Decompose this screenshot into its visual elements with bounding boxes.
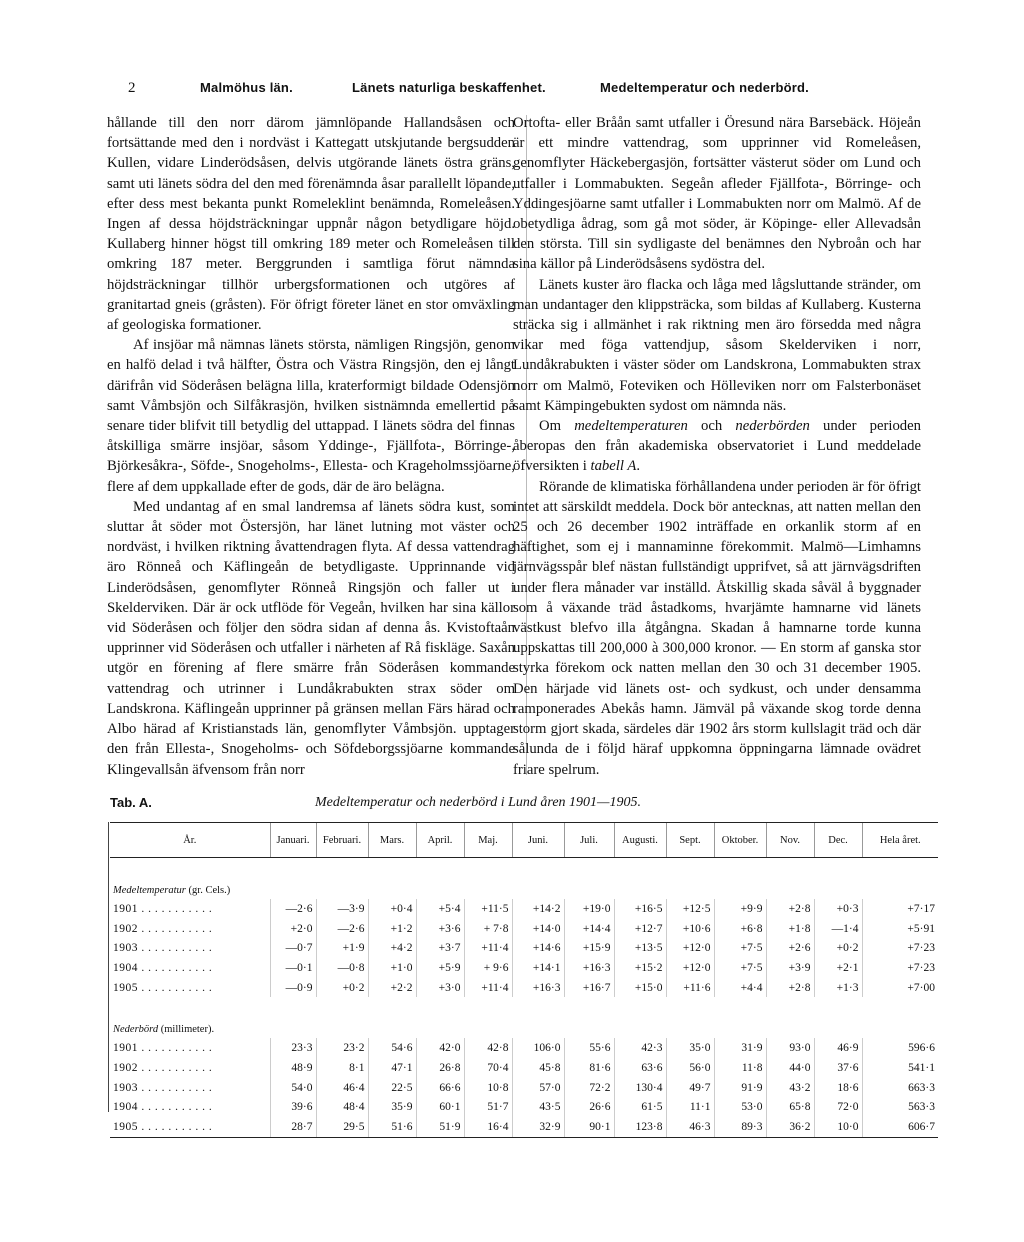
value-cell: 90·1 bbox=[564, 1117, 614, 1137]
value-cell: 44·0 bbox=[766, 1058, 814, 1078]
value-cell: +12·0 bbox=[666, 938, 714, 958]
column-header: Juli. bbox=[564, 823, 614, 858]
value-cell: + 7·8 bbox=[464, 919, 512, 939]
value-cell: 61·5 bbox=[614, 1098, 666, 1118]
value-cell: 51·7 bbox=[464, 1098, 512, 1118]
year-cell: 1901 . . . . . . . . . . . bbox=[113, 1042, 213, 1055]
value-cell: +16·7 bbox=[564, 978, 614, 998]
value-cell: 91·9 bbox=[714, 1078, 766, 1098]
value-cell: —0·7 bbox=[270, 938, 316, 958]
value-cell: 541·1 bbox=[862, 1058, 938, 1078]
value-cell: +0·2 bbox=[814, 938, 862, 958]
value-cell: 606·7 bbox=[862, 1117, 938, 1137]
column-header: Maj. bbox=[464, 823, 512, 858]
value-cell: 35·0 bbox=[666, 1038, 714, 1058]
value-cell: 596·6 bbox=[862, 1038, 938, 1058]
value-cell: +13·5 bbox=[614, 938, 666, 958]
value-cell: +19·0 bbox=[564, 899, 614, 919]
value-cell: 70·4 bbox=[464, 1058, 512, 1078]
value-cell: +2·8 bbox=[766, 978, 814, 998]
value-cell: +7·5 bbox=[714, 958, 766, 978]
value-cell: 37·6 bbox=[814, 1058, 862, 1078]
value-cell: +4·2 bbox=[368, 938, 416, 958]
value-cell: 29·5 bbox=[316, 1117, 368, 1137]
value-cell: +2·6 bbox=[766, 938, 814, 958]
column-header: Mars. bbox=[368, 823, 416, 858]
year-cell: 1902 . . . . . . . . . . . bbox=[113, 1061, 213, 1074]
value-cell: +0·3 bbox=[814, 899, 862, 919]
value-cell: 11·8 bbox=[714, 1058, 766, 1078]
value-cell: +4·4 bbox=[714, 978, 766, 998]
value-cell: +12·0 bbox=[666, 958, 714, 978]
value-cell: +3·0 bbox=[416, 978, 464, 998]
table-row bbox=[110, 1038, 938, 1058]
table-row bbox=[110, 1098, 938, 1118]
table-left-rule bbox=[108, 822, 109, 1112]
table-row bbox=[110, 1078, 938, 1098]
value-cell: +14·0 bbox=[512, 919, 564, 939]
value-cell: +1·8 bbox=[766, 919, 814, 939]
value-cell: 10·8 bbox=[464, 1078, 512, 1098]
value-cell: 60·1 bbox=[416, 1098, 464, 1118]
value-cell: 48·9 bbox=[270, 1058, 316, 1078]
column-header: Augusti. bbox=[614, 823, 666, 858]
table-row bbox=[110, 978, 938, 998]
value-cell: 663·3 bbox=[862, 1078, 938, 1098]
value-cell: +14·6 bbox=[512, 938, 564, 958]
value-cell: 26·6 bbox=[564, 1098, 614, 1118]
value-cell: 23·3 bbox=[270, 1038, 316, 1058]
value-cell: +3·9 bbox=[766, 958, 814, 978]
value-cell: 10·0 bbox=[814, 1117, 862, 1137]
value-cell: + 9·6 bbox=[464, 958, 512, 978]
value-cell: +11·5 bbox=[464, 899, 512, 919]
column-header: Dec. bbox=[814, 823, 862, 858]
value-cell: 56·0 bbox=[666, 1058, 714, 1078]
value-cell: +14·2 bbox=[512, 899, 564, 919]
value-cell: 51·6 bbox=[368, 1117, 416, 1137]
value-cell: +3·6 bbox=[416, 919, 464, 939]
section-label: Medeltemperatur bbox=[113, 885, 186, 896]
value-cell: +12·5 bbox=[666, 899, 714, 919]
value-cell: 55·6 bbox=[564, 1038, 614, 1058]
value-cell: 89·3 bbox=[714, 1117, 766, 1137]
value-cell: 26·8 bbox=[416, 1058, 464, 1078]
value-cell: 81·6 bbox=[564, 1058, 614, 1078]
value-cell: +5·91 bbox=[862, 919, 938, 939]
value-cell: +2·8 bbox=[766, 899, 814, 919]
value-cell: 72·2 bbox=[564, 1078, 614, 1098]
value-cell: —2·6 bbox=[270, 899, 316, 919]
value-cell: 43·2 bbox=[766, 1078, 814, 1098]
value-cell: 563·3 bbox=[862, 1098, 938, 1118]
paragraph: Ortofta- eller Bråån samt utfaller i Öresund nära Barsebäck. Höjeån är ett mindre vattendrag, som upprinner vid Romeleåsen, genomflyter Häckebergasjön, fortsätter västerut söder om Lund och utfaller i Lommabukten. Segeån afleder Fjällfota-, Börringe- och Yddingesjöarne samt utfaller i Lommabukten norr om Malmö. Af de obetydliga ådrag, som gå mot söder, är Köpinge- eller Allevadsån den största. Till sin sydligaste del benämnes den Nybroån och har sina källor på Linderödsåsens sydöstra del. bbox=[513, 115, 921, 273]
value-cell: 93·0 bbox=[766, 1038, 814, 1058]
paragraph: Med undantag af en smal landremsa af länets södra kust, som sluttar åt söder mot Östersjön, har länet lutning mot väster och nordväst, i hvilken riktning åvattendragen flyta. Af dessa vattendrag äro Rönneå och Käflingeån de betydligaste. Upprinnande vid Linderödsåsen, genomflyter Rönneå Ringsjön och faller ut i Skelderviken. Där är ock utflöde för Vegeån, hvilken har sina källor vid Söderåsen och följer den södra sidan af denna ås. Kvistoftaån upprinner vid Söderåsen och utfaller i närheten af Rå fiskläge. Saxån utgör en förening af flere smärre från Söderåsen kommande vattendrag och utrinner i Lundåkrabukten strax söder om Landskrona. Käflingeån upprinner på gränsen mellan Färs härad och Albo härad af Kristianstads län, genomflyter Våmbsjön. upptager den från Ellesta-, Snogeholms- och Söfdeborgssjöarne kommande Klingevallsån äfvensom från norr bbox=[107, 498, 515, 778]
value-cell: 42·3 bbox=[614, 1038, 666, 1058]
value-cell: 47·1 bbox=[368, 1058, 416, 1078]
column-header: Nov. bbox=[766, 823, 814, 858]
value-cell: +14·4 bbox=[564, 919, 614, 939]
table-caption bbox=[110, 795, 930, 817]
value-cell: +1·9 bbox=[316, 938, 368, 958]
value-cell: +7·00 bbox=[862, 978, 938, 998]
value-cell: 72·0 bbox=[814, 1098, 862, 1118]
value-cell: 63·6 bbox=[614, 1058, 666, 1078]
value-cell: +11·6 bbox=[666, 978, 714, 998]
section-row bbox=[110, 858, 938, 900]
section-unit: (millimeter). bbox=[160, 1024, 215, 1036]
value-cell: +10·6 bbox=[666, 919, 714, 939]
value-cell: 45·8 bbox=[512, 1058, 564, 1078]
column-header: Oktober. bbox=[714, 823, 766, 858]
table-row bbox=[110, 938, 938, 958]
value-cell: 57·0 bbox=[512, 1078, 564, 1098]
value-cell: +7·23 bbox=[862, 938, 938, 958]
value-cell: 35·9 bbox=[368, 1098, 416, 1118]
value-cell: 51·9 bbox=[416, 1117, 464, 1137]
value-cell: +7·17 bbox=[862, 899, 938, 919]
value-cell: —0·8 bbox=[316, 958, 368, 978]
value-cell: +1·3 bbox=[814, 978, 862, 998]
value-cell: +5·4 bbox=[416, 899, 464, 919]
value-cell: +2·1 bbox=[814, 958, 862, 978]
value-cell: —1·4 bbox=[814, 919, 862, 939]
table-row bbox=[110, 1117, 938, 1137]
section-label: Nederbörd bbox=[113, 1024, 159, 1036]
value-cell: 42·0 bbox=[416, 1038, 464, 1058]
value-cell: +15·0 bbox=[614, 978, 666, 998]
year-cell: 1905 . . . . . . . . . . . bbox=[113, 981, 213, 994]
value-cell: +0·2 bbox=[316, 978, 368, 998]
value-cell: +1·0 bbox=[368, 958, 416, 978]
column-header: Februari. bbox=[316, 823, 368, 858]
value-cell: 46·9 bbox=[814, 1038, 862, 1058]
value-cell: 123·8 bbox=[614, 1117, 666, 1137]
value-cell: +1·2 bbox=[368, 919, 416, 939]
value-cell: 54·6 bbox=[368, 1038, 416, 1058]
value-cell: —3·9 bbox=[316, 899, 368, 919]
year-cell: 1904 . . . . . . . . . . . bbox=[113, 1101, 213, 1114]
value-cell: 36·2 bbox=[766, 1117, 814, 1137]
year-cell: 1905 . . . . . . . . . . . bbox=[110, 1117, 270, 1137]
value-cell: 66·6 bbox=[416, 1078, 464, 1098]
value-cell: 39·6 bbox=[270, 1098, 316, 1118]
value-cell: +2·0 bbox=[270, 919, 316, 939]
column-header: Juni. bbox=[512, 823, 564, 858]
value-cell: +0·4 bbox=[368, 899, 416, 919]
value-cell: +15·2 bbox=[614, 958, 666, 978]
value-cell: +14·1 bbox=[512, 958, 564, 978]
value-cell: 22·5 bbox=[368, 1078, 416, 1098]
value-cell: +3·7 bbox=[416, 938, 464, 958]
section-row bbox=[110, 997, 938, 1038]
value-cell: 49·7 bbox=[666, 1078, 714, 1098]
value-cell: 42·8 bbox=[464, 1038, 512, 1058]
paragraph: Om medeltemperaturen och nederbörden under perioden åberopas den från akademiska observatoriet i Lund meddelade öfversikten i tabell A. bbox=[513, 418, 922, 475]
value-cell: 46·3 bbox=[666, 1117, 714, 1137]
column-header: Januari. bbox=[270, 823, 316, 858]
value-cell: —0·9 bbox=[270, 978, 316, 998]
year-cell: 1903 . . . . . . . . . . . bbox=[113, 1081, 213, 1094]
value-cell: 43·5 bbox=[512, 1098, 564, 1118]
value-cell: 46·4 bbox=[316, 1078, 368, 1098]
value-cell: +9·9 bbox=[714, 899, 766, 919]
value-cell: +16·3 bbox=[564, 958, 614, 978]
left-column bbox=[107, 113, 515, 780]
value-cell: +16·3 bbox=[512, 978, 564, 998]
value-cell: +5·9 bbox=[416, 958, 464, 978]
value-cell: 48·4 bbox=[316, 1098, 368, 1118]
value-cell: +7·5 bbox=[714, 938, 766, 958]
year-cell: 1901 . . . . . . . . . . . bbox=[113, 902, 213, 915]
value-cell: +15·9 bbox=[564, 938, 614, 958]
column-header: Sept. bbox=[666, 823, 714, 858]
paragraph: Af insjöar må nämnas länets största, nämligen Ringsjön, genom en halfö delad i två hälfter, Östra och Västra Ringsjön, den ej långt därifrån vid Söderåsen belägna lilla, kraterformigt bildade Odensjön samt Våmbsjön och Silfåkrasjön, hvilken sistnämnda emellertid på senare tider blifvit till betydlig del uttappad. I länets södra del finnas åtskilliga smärre insjöar, såsom Yddinge-, Fjällfota-, Börringe-, Björkesåkra-, Söfde-, Snogeholms-, Ellesta- och Krageholmssjöarne, flere af dem uppkallade efter de gods, där de äro belägna. bbox=[107, 337, 515, 495]
paragraph: hållande till den norr därom jämnlöpande Hallandsåsen och fortsättande med den i nordväst i Kattegatt utskjutande bergsudden Kullen, vidare Linderödsåsen, delvis utgörande länets östra gräns, samt uti länets södra del den med förenämnda åsar parallellt löpande, efter dess mest bekanta punkt Romeleklint benämnda, Romeleåsen. Ingen af dessa höjdsträckningar uppnår någon betydligare höjd. Kullaberg hinner högst till omkring 189 meter och Romeleåsen till omkring 187 meter. Berggrunden i samtliga förut nämnda höjdsträckningar tillhör urbergsformationen och utgöres af granitartad gneis (gråsten). För öfrigt företer länet en stor omväxling af geologiska formationer. bbox=[107, 115, 515, 334]
table-row bbox=[110, 899, 938, 919]
table-row bbox=[110, 958, 938, 978]
header-section: Länets naturliga beskaffenhet. bbox=[352, 80, 546, 95]
page-number: 2 bbox=[128, 80, 136, 96]
running-header bbox=[110, 78, 930, 102]
table-row bbox=[110, 1058, 938, 1078]
value-cell: 54·0 bbox=[270, 1078, 316, 1098]
value-cell: 8·1 bbox=[316, 1058, 368, 1078]
table-row bbox=[110, 919, 938, 939]
value-cell: 130·4 bbox=[614, 1078, 666, 1098]
header-county: Malmöhus län. bbox=[200, 80, 293, 95]
value-cell: +12·7 bbox=[614, 919, 666, 939]
table-title: Medeltemperatur och nederbörd i Lund åren 1901—1905. bbox=[315, 795, 641, 810]
value-cell: 31·9 bbox=[714, 1038, 766, 1058]
section-unit: (gr. Cels.) bbox=[188, 885, 231, 896]
value-cell: +7·23 bbox=[862, 958, 938, 978]
value-cell: 28·7 bbox=[270, 1117, 316, 1137]
value-cell: +11·4 bbox=[464, 938, 512, 958]
value-cell: +11·4 bbox=[464, 978, 512, 998]
value-cell: 53·0 bbox=[714, 1098, 766, 1118]
value-cell: 16·4 bbox=[464, 1117, 512, 1137]
value-cell: —0·1 bbox=[270, 958, 316, 978]
right-column bbox=[513, 113, 921, 780]
value-cell: +6·8 bbox=[714, 919, 766, 939]
paragraph: Länets kuster äro flacka och låga med lågsluttande stränder, om man undantager den klippsträcka, som bildas af Kullaberg. Kusterna sträcka sig i allmänhet i rak riktning men äro försedda med några vikar med föga vattendjup, såsom Skelderviken i norr, Lundåkrabukten i väster söder om Landskrona, Lommabukten strax norr om Malmö, Foteviken och Hölleviken norr om Falsterbonäset samt Kämpingebukten sydost om nämnda näs. bbox=[513, 276, 921, 414]
table-label: Tab. A. bbox=[110, 795, 152, 810]
year-cell: 1903 . . . . . . . . . . . bbox=[113, 942, 213, 955]
value-cell: 11·1 bbox=[666, 1098, 714, 1118]
value-cell: 32·9 bbox=[512, 1117, 564, 1137]
header-subsection: Medeltemperatur och nederbörd. bbox=[600, 80, 809, 95]
year-cell: 1902 . . . . . . . . . . . bbox=[113, 922, 213, 935]
value-cell: 18·6 bbox=[814, 1078, 862, 1098]
value-cell: 106·0 bbox=[512, 1038, 564, 1058]
value-cell: +2·2 bbox=[368, 978, 416, 998]
year-cell: 1904 . . . . . . . . . . . bbox=[113, 961, 213, 974]
column-header: April. bbox=[416, 823, 464, 858]
table-header-row bbox=[110, 823, 938, 858]
column-header: År. bbox=[110, 823, 270, 858]
value-cell: —2·6 bbox=[316, 919, 368, 939]
column-header: Hela året. bbox=[862, 823, 938, 858]
value-cell: +16·5 bbox=[614, 899, 666, 919]
value-cell: 65·8 bbox=[766, 1098, 814, 1118]
value-cell: 23·2 bbox=[316, 1038, 368, 1058]
paragraph: Rörande de klimatiska förhållandena under perioden är för öfrigt intet att särskildt meddela. Dock bör antecknas, att natten mellan den 25 och 26 december 1902 inträffade en orkanlik storm af en häftighet, som ej i mannaminne förekommit. Malmö—Limhamns järnvägsspår blef nästan fullständigt upprifvet, så att järnvägsdriften under flera månader var inställd. Åtskillig skada såväl å byggnader som å växande träd åstadkoms, hvarjämte hamnarne vid länets västkust blefvo illa åtgångna. Skadan å hamnarne torde kunna uppskattas till 200,000 à 300,000 kronor. — En storm af ganska stor styrka förekom ock natten mellan den 30 och 31 december 1905. Den härjade vid länets ost- och sydkust, och under densamma ramponerades Abekås hamn. Jämväl på växande skog torde denna storm gjort skada, särdeles där 1902 års storm kullslagit träd och där sålunda de i följd häraf uppkomna öppningarna lämnade ovädret friare spelrum. bbox=[513, 478, 921, 778]
climate-table bbox=[110, 822, 938, 1138]
